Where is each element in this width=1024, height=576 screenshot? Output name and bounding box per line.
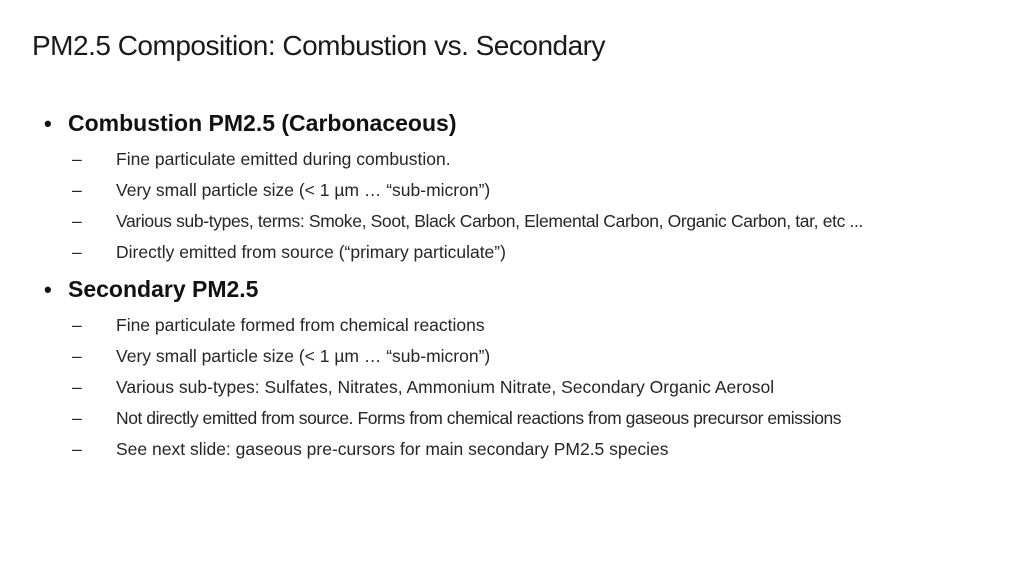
list-item-text: Fine particulate emitted during combustion. xyxy=(116,149,451,169)
dash-icon: – xyxy=(72,377,82,397)
section-heading-label: Combustion PM2.5 (Carbonaceous) xyxy=(68,110,457,136)
list-item xyxy=(72,439,669,460)
slide-title: PM2.5 Composition: Combustion vs. Secondary xyxy=(32,30,605,61)
dash-icon: – xyxy=(72,211,82,231)
dash-icon: – xyxy=(72,242,82,262)
list-item-text: Very small particle size (< 1 µm … “sub-micron”) xyxy=(116,180,491,200)
list-item xyxy=(72,211,863,232)
list-item-text: Fine particulate formed from chemical reactions xyxy=(116,315,485,335)
list-item-text: Various sub-types, terms: Smoke, Soot, Black Carbon, Elemental Carbon, Organic Carbon, tar, etc ... xyxy=(116,211,864,231)
list-item xyxy=(72,346,490,367)
list-item-text: See next slide: gaseous pre-cursors for main secondary PM2.5 species xyxy=(116,439,669,459)
list-item xyxy=(72,408,841,429)
dash-icon: – xyxy=(72,439,82,459)
bullet-icon: • xyxy=(44,277,52,302)
dash-icon: – xyxy=(72,149,82,169)
bullet-icon: • xyxy=(44,111,52,136)
list-item-text: Directly emitted from source (“primary particulate”) xyxy=(116,242,506,262)
dash-icon: – xyxy=(72,408,82,428)
emphasis-not: Not xyxy=(116,408,142,428)
dash-icon: – xyxy=(72,315,82,335)
list-item xyxy=(72,149,451,170)
list-item xyxy=(72,180,490,201)
section-heading-combustion xyxy=(44,110,456,137)
list-item-text: Various sub-types: Sulfates, Nitrates, Ammonium Nitrate, Secondary Organic Aerosol xyxy=(116,377,775,397)
list-item-text: directly emitted from source. Forms from chemical reactions from gaseous precursor emissions xyxy=(141,408,842,428)
list-item xyxy=(72,377,774,398)
section-heading-label: Secondary PM2.5 xyxy=(68,276,259,302)
section-heading-secondary xyxy=(44,276,258,303)
list-item xyxy=(72,242,506,263)
dash-icon: – xyxy=(72,346,82,366)
dash-icon: – xyxy=(72,180,82,200)
list-item-text: Very small particle size (< 1 µm … “sub-micron”) xyxy=(116,346,491,366)
list-item xyxy=(72,315,485,336)
